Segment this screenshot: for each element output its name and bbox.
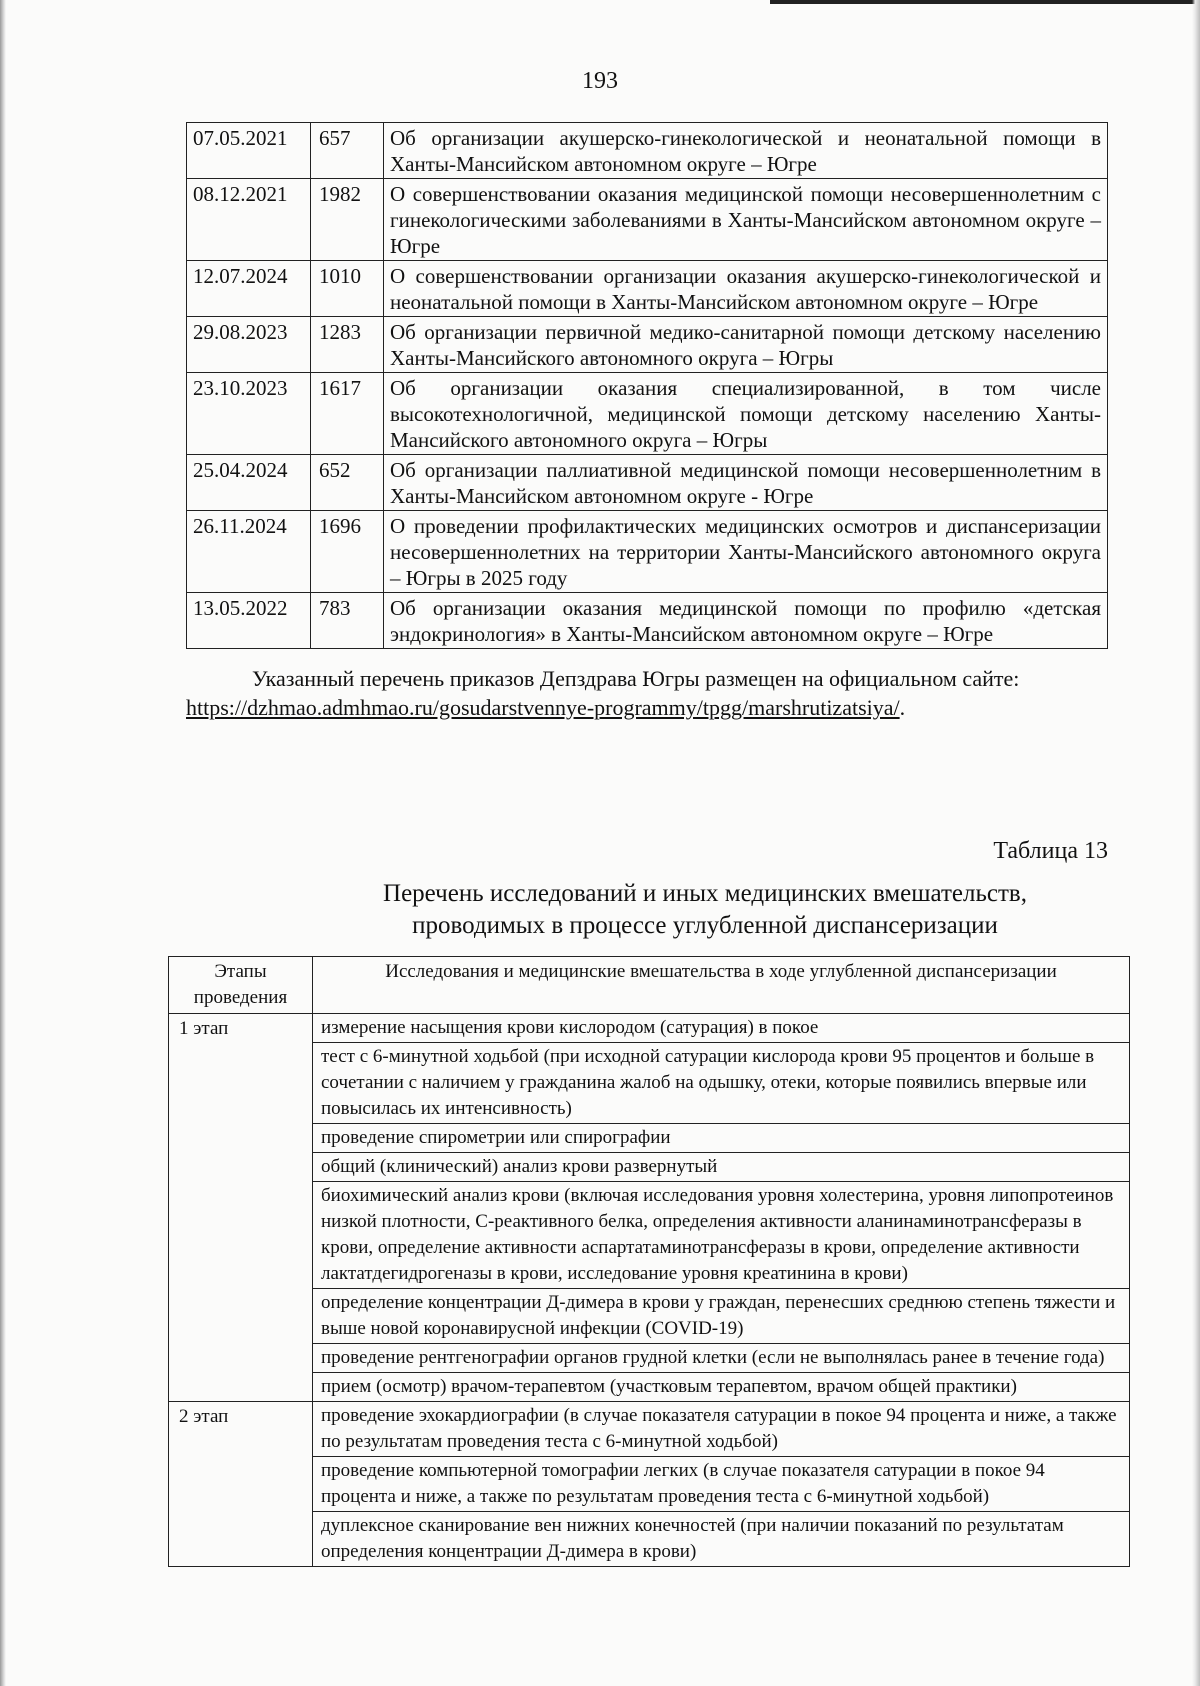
order-date: 07.05.2021 bbox=[187, 123, 311, 179]
table-row bbox=[187, 455, 1108, 511]
order-number: 783 bbox=[311, 593, 384, 649]
table-row bbox=[187, 317, 1108, 373]
order-number: 657 bbox=[311, 123, 384, 179]
order-date: 12.07.2024 bbox=[187, 261, 311, 317]
table-row bbox=[169, 1043, 1130, 1124]
order-date: 26.11.2024 bbox=[187, 511, 311, 593]
table-row bbox=[169, 1344, 1130, 1373]
header-items: Исследования и медицинские вмешательства в ходе углубленной диспансеризации bbox=[313, 957, 1130, 1014]
order-title: О проведении профилактических медицинских осмотров и диспансеризации несовершеннолетних на территории Ханты-Мансийского автономного округа – Югры в 2025 году bbox=[384, 511, 1108, 593]
examinations-table bbox=[168, 956, 1130, 1567]
order-number: 1617 bbox=[311, 373, 384, 455]
header-stage: Этапы проведения bbox=[169, 957, 313, 1014]
table-row bbox=[169, 1373, 1130, 1402]
order-number: 1696 bbox=[311, 511, 384, 593]
exam-item: проведение спирометрии или спирографии bbox=[313, 1124, 1130, 1153]
table-header-row bbox=[169, 957, 1130, 1014]
website-link[interactable]: https://dzhmao.admhmao.ru/gosudarstvennye-programmy/tpgg/marshrutizatsiya/ bbox=[186, 695, 900, 720]
order-title: О совершенствовании оказания медицинской помощи несовершеннолетним с гинекологическими заболеваниями в Ханты-Мансийском автономном округе – Югре bbox=[384, 179, 1108, 261]
table-row bbox=[169, 1124, 1130, 1153]
order-title: Об организации акушерско-гинекологической и неонатальной помощи в Ханты-Мансийском автономном округе – Югре bbox=[384, 123, 1108, 179]
exam-item: определение концентрации Д-димера в крови у граждан, перенесших среднюю степень тяжести и выше новой коронавирусной инфекции (COVID-19) bbox=[313, 1289, 1130, 1344]
note-text: Указанный перечень приказов Депздрава Югры размещен на официальном сайте: bbox=[252, 666, 1020, 691]
table-row bbox=[169, 1457, 1130, 1512]
table-row bbox=[187, 593, 1108, 649]
order-date: 13.05.2022 bbox=[187, 593, 311, 649]
page-number: 193 bbox=[582, 68, 618, 94]
order-title: О совершенствовании организации оказания акушерско-гинекологической и неонатальной помощи в Ханты-Мансийском автономном округе – Югре bbox=[384, 261, 1108, 317]
exam-item: проведение рентгенографии органов грудной клетки (если не выполнялась ранее в течение года) bbox=[313, 1344, 1130, 1373]
scan-top-line bbox=[770, 0, 1200, 4]
exam-item: проведение компьютерной томографии легких (в случае показателя сатурации в покое 94 процента и ниже, а также по результатам проведения теста с 6-минутной ходьбой) bbox=[313, 1457, 1130, 1512]
exam-item: измерение насыщения крови кислородом (сатурация) в покое bbox=[313, 1014, 1130, 1043]
stage-label: 2 этап bbox=[169, 1402, 313, 1567]
order-date: 25.04.2024 bbox=[187, 455, 311, 511]
exam-item: проведение эхокардиографии (в случае показателя сатурации в покое 94 процента и ниже, а также по результатам проведения теста с 6-минутной ходьбой) bbox=[313, 1402, 1130, 1457]
table-row bbox=[169, 1289, 1130, 1344]
order-title: Об организации оказания специализированной, в том числе высокотехнологичной, медицинской помощи детскому населению Ханты-Мансийского автономного округа – Югры bbox=[384, 373, 1108, 455]
table-row bbox=[187, 373, 1108, 455]
exam-item: тест с 6-минутной ходьбой (при исходной сатурации кислорода крови 95 процентов и больше в сочетании с наличием у гражданина жалоб на одышку, отеки, которые появились впервые или повысилась их интенсивность) bbox=[313, 1043, 1130, 1124]
order-date: 08.12.2021 bbox=[187, 179, 311, 261]
order-title: Об организации паллиативной медицинской помощи несовершеннолетним в Ханты-Мансийском автономном округе - Югре bbox=[384, 455, 1108, 511]
table-row bbox=[187, 123, 1108, 179]
table-row bbox=[169, 1182, 1130, 1289]
table-title bbox=[300, 878, 1110, 942]
table-row bbox=[169, 1512, 1130, 1567]
table-row bbox=[169, 1153, 1130, 1182]
scan-right-edge bbox=[1192, 0, 1200, 1686]
table-row bbox=[187, 179, 1108, 261]
table-row bbox=[187, 261, 1108, 317]
table-row bbox=[169, 1014, 1130, 1043]
order-title: Об организации оказания медицинской помощи по профилю «детская эндокринология» в Ханты-Мансийском автономном округе – Югре bbox=[384, 593, 1108, 649]
order-date: 23.10.2023 bbox=[187, 373, 311, 455]
orders-table bbox=[186, 122, 1108, 649]
exam-item: биохимический анализ крови (включая исследования уровня холестерина, уровня липопротеинов низкой плотности, С-реактивного белка, определения активности аланинаминотрансферазы в крови, определение активности аспартатаминотрансферазы в крови, определение активности лактатдегидрогеназы в крови, исследование уровня креатинина в крови) bbox=[313, 1182, 1130, 1289]
scan-left-edge bbox=[0, 0, 6, 1686]
table-title-line: проводимых в процессе углубленной диспансеризации bbox=[412, 912, 998, 939]
link-suffix: . bbox=[899, 695, 906, 720]
order-title: Об организации первичной медико-санитарной помощи детскому населению Ханты-Мансийского автономного округа – Югры bbox=[384, 317, 1108, 373]
order-number: 1010 bbox=[311, 261, 384, 317]
stage-label: 1 этап bbox=[169, 1014, 313, 1402]
orders-note bbox=[186, 664, 1108, 722]
order-number: 652 bbox=[311, 455, 384, 511]
exam-item: общий (клинический) анализ крови развернутый bbox=[313, 1153, 1130, 1182]
exam-item: дуплексное сканирование вен нижних конечностей (при наличии показаний по результатам определения концентрации Д-димера в крови) bbox=[313, 1512, 1130, 1567]
table-row bbox=[187, 511, 1108, 593]
table-title-line: Перечень исследований и иных медицинских вмешательств, bbox=[383, 880, 1027, 907]
order-date: 29.08.2023 bbox=[187, 317, 311, 373]
table-row bbox=[169, 1402, 1130, 1457]
order-number: 1982 bbox=[311, 179, 384, 261]
order-number: 1283 bbox=[311, 317, 384, 373]
table-label: Таблица 13 bbox=[993, 838, 1108, 864]
exam-item: прием (осмотр) врачом-терапевтом (участковым терапевтом, врачом общей практики) bbox=[313, 1373, 1130, 1402]
